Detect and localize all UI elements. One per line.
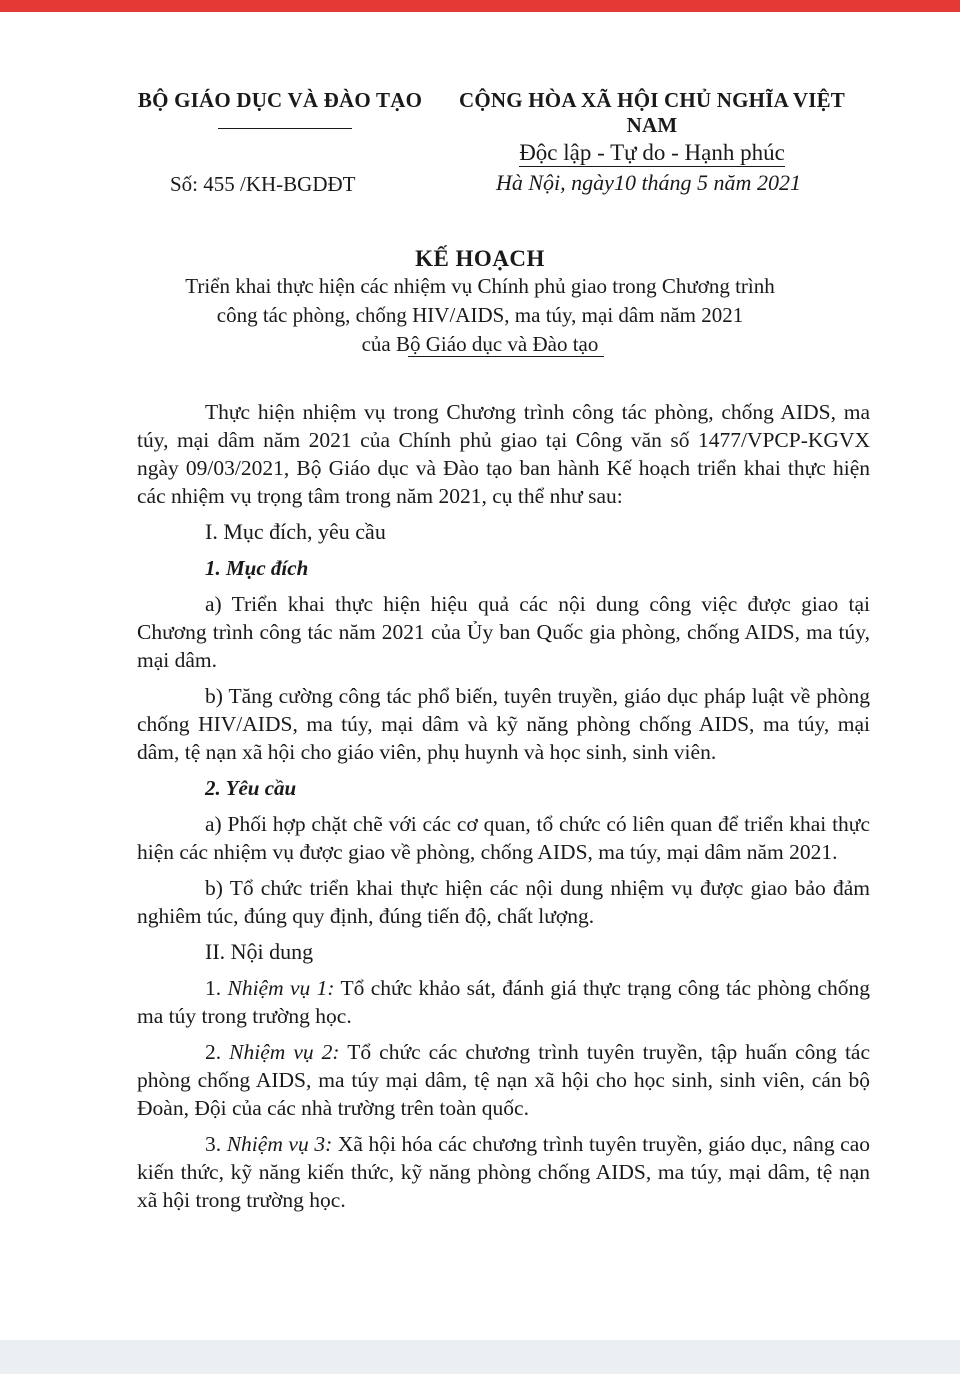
section-heading-2: II. Nội dung — [205, 939, 314, 964]
task-1-label: Nhiệm vụ 1: — [227, 976, 335, 1000]
purpose-paragraph-a: a) Triển khai thực hiện hiệu quả các nội dung công việc được giao tại Chương trình công tác năm 2021 của Ủy ban Quốc gia phòng, chống AIDS, ma túy, mại dâm. — [137, 592, 870, 672]
task-2-number: 2. — [205, 1040, 230, 1064]
task-3-number: 3. — [205, 1132, 227, 1156]
republic-name: CỘNG HÒA XÃ HỘI CHỦ NGHĨA VIỆT NAM — [459, 88, 845, 137]
document-title: KẾ HOẠCH — [415, 246, 545, 271]
task-1-text: Tổ chức khảo sát, đánh giá thực trạng công tác phòng chống ma túy trong trường học. — [137, 976, 870, 1028]
task-2-text: Tổ chức các chương trình tuyên truyền, tập huấn công tác phòng chống AIDS, ma túy mại dâm, tệ nạn xã hội cho học sinh, sinh viên, cán bộ Đoàn, Đội của các nhà trường trên toàn quốc. — [137, 1040, 871, 1120]
intro-paragraph: Thực hiện nhiệm vụ trong Chương trình công tác phòng, chống AIDS, ma túy, mại dâm năm 2021 của Chính phủ giao tại Công văn số 1477/VPCP-KGVX ngày 09/03/2021, Bộ Giáo dục và Đào tạo ban hành Kế hoạch triển khai thực hiện các nhiệm vụ trọng tâm trong năm 2021, cụ thể như sau: — [137, 400, 870, 508]
document-title-block — [100, 246, 860, 359]
task-paragraph-3 — [137, 1130, 870, 1214]
ministry-underline — [218, 128, 352, 129]
motto — [432, 140, 872, 166]
requirement-paragraph-a: a) Phối hợp chặt chẽ với các cơ quan, tổ chức có liên quan để triển khai thực hiện các nhiệm vụ được giao về phòng, chống AIDS, ma túy, mại dâm năm 2021. — [137, 812, 870, 864]
bottom-strip — [0, 1340, 960, 1374]
task-3-label: Nhiệm vụ 3: — [226, 1132, 333, 1156]
title-underline — [408, 356, 604, 357]
section-heading-1: I. Mục đích, yêu cầu — [205, 519, 386, 544]
task-3-text: Xã hội hóa các chương trình tuyên truyền, giáo dục, nâng cao kiến thức, kỹ năng kiến thức, kỹ năng phòng chống AIDS, ma túy, mại dâm, tệ nạn xã hội trong trường học. — [137, 1132, 871, 1212]
subheading-purpose: 1. Mục đích — [205, 556, 309, 580]
title-line-1: Triển khai thực hiện các nhiệm vụ Chính phủ giao trong Chương trình — [185, 274, 775, 298]
document-date: Hà Nội, ngày10 tháng 5 năm 2021 — [496, 170, 801, 195]
task-2-label: Nhiệm vụ 2: — [229, 1040, 340, 1064]
task-paragraph-1 — [137, 974, 870, 1030]
top-accent-bar — [0, 0, 960, 12]
task-1-number: 1. — [205, 976, 228, 1000]
document-body — [137, 398, 870, 1222]
subheading-requirements: 2. Yêu cầu — [205, 776, 297, 800]
task-paragraph-2 — [137, 1038, 870, 1122]
header-republic-block — [432, 88, 872, 166]
purpose-paragraph-b: b) Tăng cường công tác phổ biến, tuyên truyền, giáo dục pháp luật về phòng chống HIV/AIDS, ma túy, mại dâm và kỹ năng phòng chống AIDS, ma túy, mại dâm, tệ nạn xã hội cho giáo viên, phụ huynh và học sinh, sinh viên. — [137, 684, 870, 764]
title-line-3: của Bộ Giáo dục và Đào tạo — [361, 332, 599, 356]
title-line-2: công tác phòng, chống HIV/AIDS, ma túy, mại dâm năm 2021 — [216, 303, 744, 327]
motto-text: Độc lập - Tự do - Hạnh phúc — [519, 140, 785, 165]
ministry-name: BỘ GIÁO DỤC VÀ ĐÀO TẠO — [137, 88, 423, 112]
header-ministry-block — [130, 88, 430, 113]
document-number: Số: 455 /KH-BGDĐT — [170, 172, 356, 196]
requirement-paragraph-b: b) Tổ chức triển khai thực hiện các nội dung nhiệm vụ được giao bảo đảm nghiêm túc, đúng quy định, đúng tiến độ, chất lượng. — [137, 876, 870, 928]
